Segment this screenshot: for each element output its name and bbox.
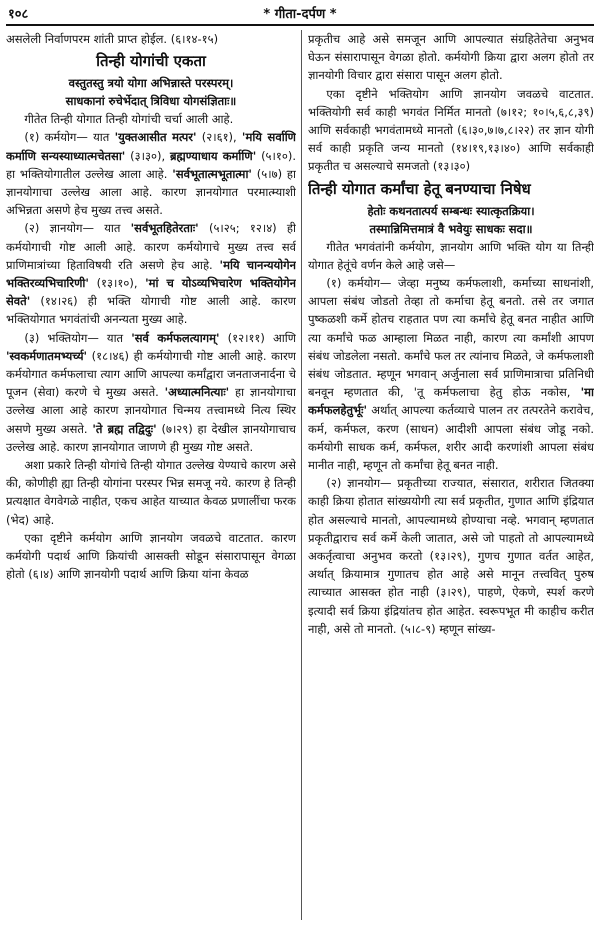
quote: 'मां च योऽव्यभिचारेण भक्तियोगेन सेवते' bbox=[6, 276, 296, 309]
quote: 'सर्वभूतात्मभूतात्मा' bbox=[172, 166, 252, 181]
paragraph: एका दृष्टीने कर्मयोग आणि ज्ञानयोग जवळचे वाटतात. कारण कर्मयोगी पदार्थ आणि क्रियांची आसक्ती सोडून संसारापासून वेगळा होतो (६।४) आणि ज्ञानयोगी पदार्थ आणि क्रिया यांना केवळ bbox=[6, 530, 296, 582]
quote: 'स्वकर्मणातमभ्यर्च्य' bbox=[6, 348, 88, 363]
text: (१३।१०), bbox=[88, 276, 146, 291]
left-column bbox=[6, 30, 296, 924]
page-number: १०८ bbox=[8, 7, 29, 22]
quote: 'सर्व कर्मफलत्यागम्' bbox=[131, 330, 220, 345]
text: (१८।४६) ही कर्मयोगाची गोष्ट आली आहे. कारण कर्मयोगात कर्मफलाचा त्याग आणि आपल्या कर्मांद्वारा जनताजनार्दना चे पूजन (सेवा) करणे चे मुख्य असते. bbox=[6, 348, 296, 400]
text: (५।२५; १२।४) ही कर्मयोगाची गोष्ट आली आहे. कारण कर्मयोगाचे मुख्य तत्त्व सर्व प्राणिमात्रांच्या हिताविषयी रति असणे हेच आहे. bbox=[6, 221, 296, 272]
quote: ब्रह्मण्याधाय कर्माणि' bbox=[169, 148, 257, 163]
page-header bbox=[6, 2, 594, 26]
verse-line: वस्तुतस्तु त्रयो योगा अभिन्नास्ते परस्परम्। bbox=[68, 76, 234, 91]
quote: 'मयि चानन्ययोगेन भक्तिरव्यभिचारिणी' bbox=[6, 257, 296, 291]
quote: 'सर्वभूतहितेरताः' bbox=[130, 221, 199, 236]
text: (१) कर्मयोग— यात bbox=[24, 130, 115, 145]
paragraph: अशा प्रकारे तिन्ही योगांचे तिन्ही योगात उल्लेख येण्याचे कारण असे की, कोणीही ह्या तिन्ही योगांना परस्पर भिन्न समजू नये. कारण हे तिन्ही प्रत्यक्षात वेगवेगळे नाहीत, एकच आहेत याच्यात केवळ प्रणालींचा फरक (भेद) आहे. bbox=[6, 458, 296, 527]
right-column bbox=[308, 30, 594, 924]
verse-block bbox=[308, 202, 594, 238]
running-title: * गीता-दर्पण * bbox=[263, 7, 337, 22]
text: (१२।११) आणि bbox=[219, 330, 296, 345]
quote: 'मयि सर्वाणि कर्माणि सन्यस्याध्यात्मचेतसा' bbox=[6, 130, 296, 163]
text: (३) भक्तियोग— यात bbox=[24, 330, 132, 345]
paragraph: गीतेत तिन्ही योगात तिन्ही योगांची चर्चा आली आहे. bbox=[24, 112, 234, 127]
paragraph: (२) ज्ञानयोग— प्रकृतीच्या राज्यात, संसारात, शरीरात जितक्या काही क्रिया होतात सांख्ययोगी त्या सर्व प्रकृतीत, गुणात आणि इंद्रियात होत असल्याचे मानतो, आपल्यामध्ये होण्याचा नव्हे. भगवान् म्हणतात प्रकृतीद्वाराच सर्व कर्मे केली जातात, असे जो पाहतो तो आपल्यामध्ये अकर्तृत्वाचा अनुभव करतो (१३।२९), गुणच गुणात वर्तत आहेत, अर्थात् क्रियामात्र गुणातच होत आहे असे मानून तत्त्ववित् पुरुष त्याच्यात आसक्त होत नाही (३।२९), पाहणे, ऐकणे, स्पर्श करणे इत्यादी सर्व क्रिया इंद्रियांतच होत आहेत. स्वरूपभूत मी काहीच करीत नाही, असे तो मानतो. (५।८-९) म्हणून सांख्य- bbox=[308, 476, 594, 636]
verse-block bbox=[6, 74, 296, 110]
quote: 'मा कर्मफलहेतुर्भूः' bbox=[308, 385, 594, 418]
verse-line: साधकानां रुचेर्भेदात् त्रिविधा योगसंज्ञिताः॥ bbox=[65, 94, 237, 109]
column-divider bbox=[301, 30, 302, 920]
text: (१४।२६) ही भक्ति योगाची गोष्ट आली आहे. कारण भक्तियोगात भगवंतांची अनन्यता मुख्य आहे. bbox=[6, 294, 296, 327]
text: (५।१०). हा भक्तियोगातील उल्लेख आला आहे. bbox=[6, 148, 296, 181]
text: (५।७) हा ज्ञानयोगाचा उल्लेख आला आहे. कारण ज्ञानयोगात परमात्म्याशी अभिन्नता असणे हेच मुख्य तत्त्व असते. bbox=[6, 166, 296, 218]
intro-line: असलेली निर्वाणपरम शांती प्राप्त होईल. (६।१४-१५) bbox=[6, 32, 219, 46]
paragraph-jnanayoga bbox=[6, 219, 296, 328]
paragraph: प्रकृतीच आहे असे समजून आणि आपल्यात संग्रहितेतेचा अनुभव घेऊन संसारापासून वेगळा होतो. कर्मयोगी क्रिया द्वारा अलग होतो तर ज्ञानयोगी विचार द्वारा संसारा पासून अलग होतो. bbox=[308, 32, 594, 83]
text: (३।३०), bbox=[125, 148, 170, 163]
paragraph-bhaktiyoga bbox=[6, 329, 296, 456]
section-heading-unity: तिन्ही योगांची एकता bbox=[96, 52, 206, 71]
verse-line: हेतोः कथनतात्पर्य सम्बन्धः स्यात्कृतक्रिया। bbox=[367, 203, 535, 218]
section-heading-cause: तिन्ही योगात कर्मांचा हेतू बनण्याचा निषेध bbox=[308, 179, 531, 198]
text: अर्थात् आपल्या कर्तव्याचे पालन तर तत्परतेने करावेच, कर्म, कर्मफल, करण (साधन) आदीशी आपला संबंध जोडू नको. कर्मयोगी साधक कर्म, कर्मफल, शरीर आदी करणांशी आपला संबंध मानीत नाही, म्हणून तो कर्मांचा हेतू बनत नाही. bbox=[308, 403, 594, 473]
text: हा ज्ञानयोगाचा उल्लेख आला आहे कारण ज्ञानयोगात चिन्मय तत्त्वामध्ये नित्य स्थिर असणे मुख्य असते. bbox=[6, 385, 296, 436]
paragraph-karmayoga bbox=[6, 128, 296, 219]
text: (७।२९) हा देखील ज्ञानयोगाचाच उल्लेख आहे. कारण ज्ञानयोगात जाणणे ही मुख्य गोष्ट असते. bbox=[6, 421, 296, 454]
verse-line: तस्मान्निमित्तमात्रं वै भवेयुः साधकः सदा॥ bbox=[369, 221, 533, 236]
text: (२।६१), bbox=[196, 130, 242, 145]
paragraph: गीतेत भगवंतांनी कर्मयोग, ज्ञानयोग आणि भक्ति योग या तिन्ही योगात हेतूंचे वर्णन केले आहे जसे— bbox=[308, 239, 594, 272]
paragraph: एका दृष्टीने भक्तियोग आणि ज्ञानयोग जवळचे वाटतात. भक्तियोगी सर्व काही भगवंत निर्मित मानतो (७।१२; १०।५,६,८,३९) आणि सर्वकाही भगवंतामध्ये मानतो (६।३०,७।७,८।२२) तर ज्ञान योगी सर्व काही प्रकृति जन्य मानतो (१४।१९,१३।४०) आणि सर्वकाही प्रकृतीत च असल्याचे समजतो (१३।३०) bbox=[308, 86, 594, 174]
quote: 'युक्तआसीत मत्पर' bbox=[114, 130, 197, 145]
text: (१) कर्मयोग— जेव्हा मनुष्य कर्मफलाशी, कर्माच्या साधनांशी, आपला संबंध जोडतो तेव्हा तो कर्माचा हेतू बनतो. तसे तर जगात पुष्कळशी कर्मे होतच राहतात पण त्या कर्मांचे हेतू बनत नाहीत आणि त्या कर्मांचे फळ आम्हाला मिळत नाही, कारण त्या कर्मांशी आपण संबंध जोडलेला नसतो. कर्मांचे फल तर त्यांनाच मिळते, जे कर्मफलाशी संबंध जोडतात. म्हणून भगवान् अर्जुनाला सर्व प्राणिमात्राचा प्रतिनिधी बनवून म्हणतात की, 'तू कर्मफलाचा हेतु होऊ नकोस, bbox=[308, 276, 594, 400]
quote: 'अध्यात्मनित्याः' bbox=[164, 385, 230, 400]
paragraph-karmayoga-cause bbox=[308, 274, 594, 474]
text: (२) ज्ञानयोग— यात bbox=[24, 221, 131, 236]
quote: 'ते ब्रह्म तद्विदुः' bbox=[92, 421, 157, 436]
